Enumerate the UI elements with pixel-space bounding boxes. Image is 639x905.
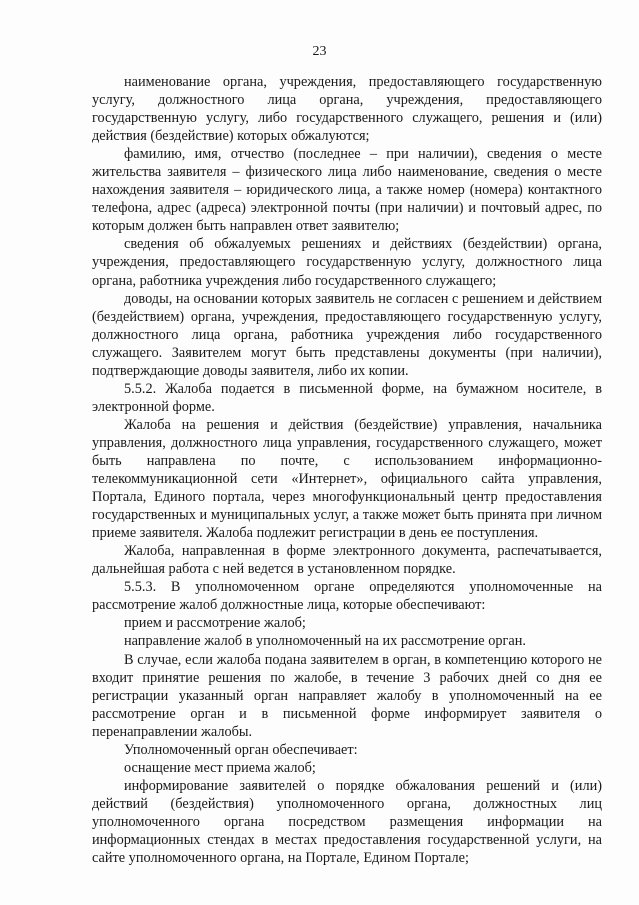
- paragraph-arguments: доводы, на основании которых заявитель не согласен с решением и действием (бездействием) органа, учреждения, предоставляющего государственную услугу, должностного лица органа, работника учреждения либо государственного служащего. Заявителем могут быть представлены документы (при наличии), подтверждающие доводы заявителя, либо их копии.: [92, 290, 602, 379]
- paragraph-applicant-details: фамилию, имя, отчество (последнее – при наличии), сведения о месте жительства заявителя – физического лица либо наименование, сведения о месте нахождения заявителя – юридического лица, а также номер (номера) контактного телефона, адрес (адреса) электронной почты (при наличии) и почтовый адрес, по которым должен быть направлен ответ заявителю;: [92, 146, 602, 235]
- paragraph-authority-provides: Уполномоченный орган обеспечивает:: [124, 741, 358, 758]
- document-body: [92, 73, 602, 867]
- paragraph-electronic-complaint: Жалоба, направленная в форме электронного документа, распечатывается, дальнейшая работа с ней ведется в установленном порядке.: [92, 543, 602, 578]
- paragraph-appealed-decisions: сведения об обжалуемых решениях и действиях (бездействии) органа, учреждения, предоставляющего государственную услугу, должностного лица органа, работника учреждения либо государственного служащего;: [92, 236, 602, 289]
- paragraph-informing: информирование заявителей о порядке обжалования решений и (или) действий (бездействия) уполномоченного органа, должностных лиц уполномоченного органа посредством размещения информации на информационных стендах в местах предоставления государственной услуги, на сайте уполномоченного органа, на Портале, Едином Портале;: [92, 777, 602, 867]
- paragraph-submission-channels: Жалоба на решения и действия (бездействие) управления, начальника управления, должностного лица управления, государственного служащего, может быть направлена по почте, с использованием информационно-телекоммуникационной сети «Интернет», официального сайта управления, Портала, Единого портала, через многофункциональный центр предоставления государственных и муниципальных услуг, а также может быть принята при личном приеме заявителя. Жалоба подлежит регистрации в день ее поступления.: [92, 416, 602, 542]
- paragraph-subject-of-complaint: наименование органа, учреждения, предоставляющего государственную услугу, должностного лица органа, учреждения, предоставляющего государственную услугу, либо государственного служащего, решения и (или) действия (бездействие) которых обжалуются;: [92, 74, 602, 145]
- paragraph-redirection: В случае, если жалоба подана заявителем в орган, в компетенцию которого не входит принятие решения по жалобе, в течение 3 рабочих дней со дня ее регистрации указанный орган направляет жалобу в уполномоченный на ее рассмотрение орган и в письменной форме информирует заявителя о перенаправлении жалобы.: [92, 651, 602, 740]
- paragraph-5-5-2: 5.5.2. Жалоба подается в письменной форме, на бумажном носителе, в электронной форме.: [92, 380, 602, 415]
- paragraph-5-5-3: 5.5.3. В уполномоченном органе определяются уполномоченные на рассмотрение жалоб должностные лица, которые обеспечивают:: [92, 579, 602, 614]
- paragraph-duty-forwarding: направление жалоб в уполномоченный на их рассмотрение орган.: [124, 633, 526, 650]
- paragraph-duty-receipt: прием и рассмотрение жалоб;: [124, 615, 306, 632]
- page-number: 23: [312, 44, 327, 59]
- paragraph-equipment: оснащение мест приема жалоб;: [124, 759, 316, 776]
